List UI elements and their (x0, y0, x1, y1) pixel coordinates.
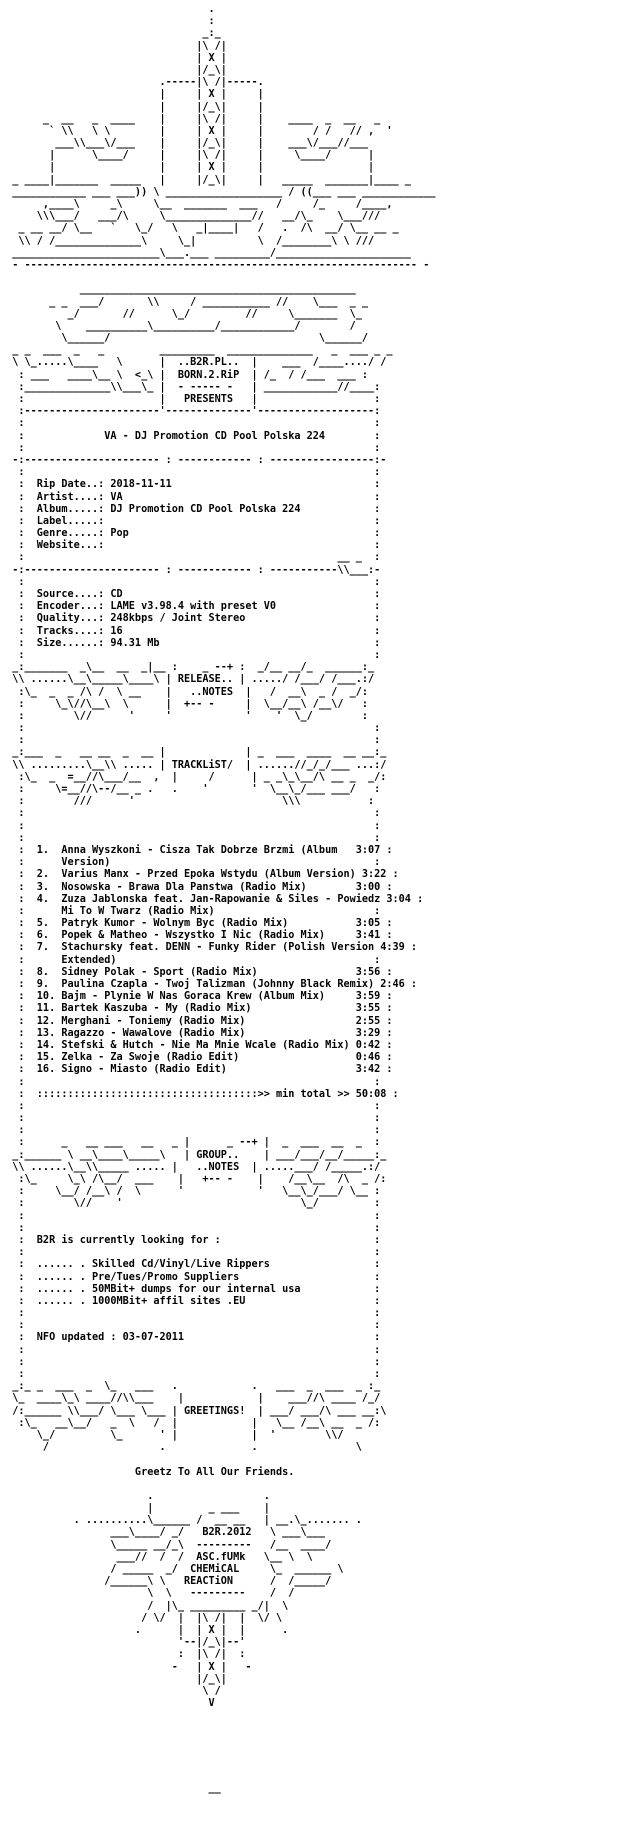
nfo-line: _:___ _ __ __ _ __ | | _ ___ ____ __ __:_ (0, 747, 387, 759)
nfo-line (0, 1735, 632, 1747)
nfo-line: \______/ \______/ (0, 333, 369, 345)
nfo-line: : \_\//\__\ \ | +-- - | \__/__\ /__\/ : (0, 698, 369, 710)
nfo-line: : 6. Popek & Matheo - Wszystko I Nic (Radio Mix) 3:41 : (0, 930, 393, 942)
nfo-line: \ \_.....\____ \ | ..B2R.PL.. | ___ /____..../ / (0, 357, 387, 369)
nfo-line: |/_\| (0, 64, 227, 76)
nfo-line: : Quality...: 248kbps / Joint Stereo : (0, 613, 381, 625)
nfo-line: : 13. Ragazzo - Wawalove (Radio Mix) 3:29 : (0, 1027, 393, 1039)
nfo-line: | X | (0, 52, 227, 64)
nfo-line: : 8. Sidney Polak - Sport (Radio Mix) 3:56 : (0, 966, 393, 978)
nfo-line: : Website...: : (0, 540, 381, 552)
nfo-line: : NFO updated : 03-07-2011 : (0, 1332, 381, 1344)
nfo-line: : Size......: 94.31 Mb : (0, 637, 381, 649)
nfo-line: : ___ ____\__ \ <_\ | BORN.2.RiP | /_ / /___ ___ : (0, 369, 369, 381)
nfo-line (0, 1747, 632, 1759)
nfo-line: / _____ _/ CHEMiCAL \_ ______ \ (0, 1564, 344, 1575)
nfo-line: : Tracks....: 16 : (0, 625, 381, 637)
nfo-line (0, 1759, 632, 1771)
nfo-line (0, 1722, 632, 1734)
nfo-line: : : (0, 820, 381, 832)
nfo-line: \\ / /______________\ \_| \ /________\ \ /// (0, 235, 375, 247)
nfo-line: : \// ' ' ' ' \_/ : (0, 710, 369, 722)
nfo-line: ` \\ \ \ | | X | | / / // , ' (0, 125, 393, 137)
nfo-line: : : (0, 1222, 381, 1234)
nfo-line: : 3. Nosowska - Brawa Dla Panstwa (Radio Mix) 3:00 : (0, 881, 393, 893)
nfo-line (0, 1771, 632, 1783)
nfo-line: .-----|\ /|-----. (0, 77, 264, 89)
nfo-line: - ---------------------------------------------------------------- - (0, 259, 430, 271)
nfo-line: : Artist....: VA : (0, 491, 381, 503)
nfo-line: _____________________________________________ (0, 284, 356, 296)
nfo-line: : Source....: CD : (0, 589, 381, 600)
nfo-line: : ...... . Pre/Tues/Promo Suppliers : (0, 1271, 381, 1283)
nfo-line: : : (0, 1320, 381, 1332)
nfo-line: : B2R is currently looking for : : (0, 1234, 381, 1246)
nfo-line: \ \ --------- / / (0, 1588, 295, 1600)
nfo-line: : 4. Zuza Jablonska feat. Jan-Rapowanie & Siles - Powiedz 3:04 : (0, 893, 424, 905)
nfo-line: / \/ | |\ /| | \/ \ (0, 1612, 283, 1624)
nfo-line: : \__/ /__\ / \ ' ' \__\_/___/ \__ : (0, 1186, 381, 1198)
nfo-line: :----------------------'--------------'-------------------: (0, 406, 381, 418)
nfo-line: / |\_ _________ _/| \ (0, 1600, 289, 1612)
nfo-line: ____________ ___ ___)) \ ___________________ / ((___ ___ ____________ (0, 186, 436, 198)
nfo-line: : 16. Signo - Miasto (Radio Edit) 3:42 : (0, 1064, 393, 1076)
nfo-line: : | PRESENTS | : (0, 394, 381, 405)
nfo-line: \ / (0, 1685, 221, 1697)
nfo-line: : 9. Paulina Czapla - Twoj Talizman (Johnny Black Remix) 2:46 : (0, 979, 418, 990)
nfo-line: : : (0, 1369, 381, 1380)
nfo-line: :______________\\___\_ | - ----- - | ____________//____: (0, 381, 381, 393)
nfo-line (0, 1479, 632, 1491)
nfo-line: ___\____/ _/ B2R.2012 \ ___\___ (0, 1527, 326, 1539)
nfo-line: : : (0, 467, 381, 479)
nfo-line: _ __ _ ____ | |\ /| | ____ _ __ _ (0, 113, 381, 125)
nfo-line: : Version) : (0, 857, 381, 869)
nfo-line: _:_______ _\__ __ _|__ : _ --+ : _/__ __/_ ______:_ (0, 662, 375, 674)
nfo-line: _ _ ___ _ _ _________ ______________ _ ___ _ _ (0, 345, 393, 357)
nfo-line (0, 1710, 632, 1722)
nfo-line: : 10. Bajm - Plynie W Nas Goraca Krew (Album Mix) 3:59 : (0, 991, 393, 1003)
nfo-line: : (0, 16, 215, 28)
nfo-line: -:---------------------- : ------------ : -----------\\___:- (0, 564, 381, 576)
nfo-line: : 11. Bartek Kaszuba - My (Radio Mix) 3:55 : (0, 1003, 393, 1015)
nfo-line: \_____ __/_\ --------- /__ ____/ (0, 1539, 332, 1551)
nfo-line: _ ____|_______ _____ | |/_\| | _____ _______|____ _ (0, 174, 411, 186)
nfo-line: : ...... . 50MBit+ dumps for our internal usa : (0, 1283, 381, 1295)
nfo-line: | | X | | (0, 89, 264, 101)
nfo-line: : : (0, 649, 381, 661)
nfo-line: . (0, 4, 215, 15)
nfo-line: : : (0, 735, 381, 747)
nfo-text-block (0, 4, 632, 1796)
nfo-line: : : (0, 1076, 381, 1088)
nfo-line: : Genre.....: Pop : (0, 528, 381, 540)
nfo-line: : VA - DJ Promotion CD Pool Polska 224 : (0, 430, 381, 442)
nfo-line: : 7. Stachursky feat. DENN - Funky Rider (Polish Version 4:39 : (0, 942, 418, 954)
nfo-line: . | | X | | . (0, 1624, 289, 1636)
nfo-line: Greetz To All Our Friends. (0, 1466, 295, 1478)
nfo-line: : Encoder...: LAME v3.98.4 with preset V0 : (0, 601, 381, 613)
nfo-line: : ::::::::::::::::::::::::::::::::::::>> min total >> 50:08 : (0, 1088, 399, 1100)
nfo-line: : /// ' \\\ : (0, 796, 375, 808)
nfo-line: ___// / / ASC.fUMk \__ \ \ (0, 1551, 313, 1563)
nfo-line: : : (0, 1125, 381, 1137)
nfo-line: : 15. Zelka - Za Swoje (Radio Edit) 0:46 : (0, 1052, 393, 1064)
nfo-line: : : (0, 808, 381, 820)
nfo-line: : : (0, 1210, 381, 1222)
nfo-line: ________________________\___.___ _________/______________________ (0, 247, 411, 259)
nfo-line (0, 1454, 632, 1466)
nfo-line: : ...... . Skilled Cd/Vinyl/Live Rippers : (0, 1259, 381, 1271)
nfo-line: : 1. Anna Wyszkoni - Cisza Tak Dobrze Brzmi (Album 3:07 : (0, 844, 393, 856)
nfo-line: \\ ......\__\\_____ ..... | ..NOTES | .....___/ /_____.:/ (0, 1161, 381, 1173)
nfo-line: :\_ _ _ /\ / \ __ | ..NOTES | / __\ _ / _/: (0, 686, 369, 698)
nfo-line: : : (0, 723, 381, 735)
nfo-line: : Extended) : (0, 954, 381, 966)
nfo-line: /:______ \\___/ \___ \___ | GREETINGS! | ___/ ___/\ ___ __:\ (0, 1405, 387, 1417)
nfo-line: | | | X | | | (0, 162, 375, 174)
nfo-line: \_/ \_ ' | | ' \\/ (0, 1429, 344, 1441)
nfo-line (0, 272, 632, 284)
nfo-line: : Mi To W Twarz (Radio Mix) : (0, 905, 381, 917)
nfo-line: : : (0, 576, 381, 588)
nfo-line: |\ /| (0, 40, 227, 52)
nfo-line: : : (0, 442, 381, 454)
nfo-line: : 12. Merghani - Toniemy (Radio Mix) 2:55 : (0, 1015, 393, 1027)
nfo-line: : Album.....: DJ Promotion CD Pool Polska 224 : (0, 503, 381, 515)
nfo-line: : 2. Varius Manx - Przed Epoka Wstydu (Album Version) 3:22 : (0, 869, 399, 881)
nfo-line: :\_ \_\ /\__/ ___ | +-- - | /__\__ /\ _ /: (0, 1174, 387, 1185)
nfo-line: : : (0, 1356, 381, 1368)
nfo-line: :\_ __\__/ _ \ / | | \__ /__\ __ _ /: (0, 1417, 381, 1429)
nfo-line: : \// ' \_/ : (0, 1198, 381, 1210)
nfo-line: : __ _ : (0, 552, 381, 564)
nfo-line: /______\ \ REACTiON / /_____/ (0, 1576, 332, 1588)
nfo-line: : : (0, 418, 381, 430)
nfo-line: : : (0, 1344, 381, 1356)
nfo-line: : |\ /| : (0, 1649, 246, 1661)
nfo-line: | |/_\| | (0, 101, 264, 113)
nfo-line: _:_ _ ___ _ \_ ___ . . ___ _ ___ _ :_ (0, 1381, 381, 1393)
nfo-line: _/ // \_/ // \_______ \_ (0, 308, 362, 320)
nfo-line: : _ __ ___ __ _ | _ --+ | _ ___ __ _ : (0, 1137, 381, 1149)
nfo-line: -:---------------------- : ------------ : -----------------:- (0, 454, 387, 466)
nfo-line: : 14. Stefski & Hutch - Nie Ma Mnie Wcale (Radio Mix) 0:42 : (0, 1039, 393, 1051)
nfo-line: . . (0, 1490, 270, 1502)
nfo-line: : ...... . 1000MBit+ affil sites .EU : (0, 1295, 381, 1307)
nfo-line: \ __________\__________/____________/ / (0, 320, 356, 332)
nfo-line: : : (0, 1308, 381, 1320)
nfo-line: - | X | - (0, 1661, 252, 1673)
nfo-line: : Label.....: : (0, 515, 381, 527)
nfo-line: _ _ ___/ \\ / ___________ // \___ _ _ (0, 296, 369, 308)
nfo-line: : : (0, 1113, 381, 1125)
nfo-line: : : (0, 832, 381, 844)
nfo-line: / . . \ (0, 1442, 362, 1454)
nfo-line: | \____/ | |\ /| | \____/ | (0, 150, 375, 162)
nfo-line: : \=__//\--/__ _ . . ' ' \__\_/___ ___/ : (0, 784, 381, 795)
nfo-line: :\_ _ =__//\___/__ , | / | _ _\_\__/\ __ _ _/: (0, 771, 387, 783)
nfo-line: \_ ____\_\ ____//\\___ | | ___//\ ____ /_/ (0, 1393, 381, 1405)
nfo-line: ___\\___\/___ | |/_\| | ___\/___//___ (0, 138, 369, 150)
nfo-line: |/_\| (0, 1673, 227, 1685)
nfo-line: ,____\ _\ \__ _______ ___ / /_ /____, (0, 199, 393, 210)
nfo-line: : 5. Patryk Kumor - Wolnym Byc (Radio Mix) 3:05 : (0, 918, 393, 930)
nfo-line: __ (0, 1783, 221, 1795)
nfo-line: _:______ \ __\____\_____\ | GROUP.. | ___/___/__/_____:_ (0, 1149, 387, 1161)
nfo-line: . ..........\______ / __ __ | __.\_....... . (0, 1515, 362, 1527)
nfo-line: : : (0, 1100, 381, 1112)
nfo-line: '--|/_\|--' (0, 1637, 246, 1649)
nfo-line: _ __ __/ \__ ` \_/ \ _|____| / . /\ __/ \__ __ _ (0, 223, 399, 235)
nfo-line: \\ ......\__\_____\____\ | RELEASE.. | ...../ /___/ /___.:/ (0, 674, 375, 686)
nfo-line: : Rip Date..: 2018-11-11 : (0, 479, 381, 491)
nfo-line: | _ ___ | (0, 1503, 270, 1515)
nfo-line: \\ .........\__\\ ..... | TRACKLiST/ | ......//_/_/___ ...:/ (0, 759, 387, 771)
nfo-line: _:_ (0, 28, 221, 40)
nfo-line: V (0, 1698, 215, 1710)
nfo-line: \\\___/ ___/\ \______________// __/\_ \___/// (0, 211, 381, 223)
nfo-line: : : (0, 1247, 381, 1259)
